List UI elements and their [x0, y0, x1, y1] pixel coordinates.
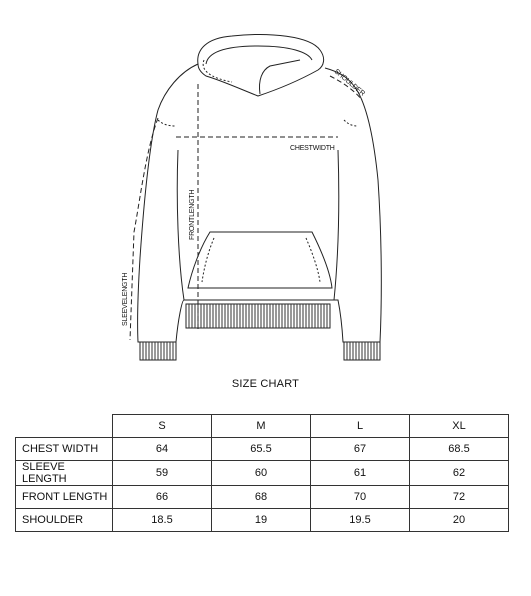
row-label: SHOULDER	[16, 509, 113, 532]
ribbed-hem	[186, 304, 330, 328]
table-row	[16, 486, 509, 509]
size-header: XL	[410, 415, 509, 438]
table-cell: 62	[410, 461, 509, 486]
table-header-row	[16, 415, 509, 438]
hood-outline	[198, 35, 324, 96]
shoulder-label: SHOULDER	[332, 68, 366, 98]
sleeve-length-label: SLEEVELENGTH	[122, 272, 129, 326]
right-cuff	[344, 342, 380, 360]
left-cuff	[140, 342, 176, 360]
table-cell: 20	[410, 509, 509, 532]
hoodie-body-outline	[138, 64, 382, 342]
kangaroo-pocket	[188, 232, 332, 288]
table-cell: 65.5	[212, 438, 311, 461]
table-cell: 66	[113, 486, 212, 509]
table-corner-cell	[16, 415, 113, 438]
table-cell: 18.5	[113, 509, 212, 532]
row-label: FRONT LENGTH	[16, 486, 113, 509]
front-length-label: FRONTLENGTH	[189, 189, 196, 240]
table-row	[16, 438, 509, 461]
table-cell: 61	[311, 461, 410, 486]
size-header: L	[311, 415, 410, 438]
table-cell: 68	[212, 486, 311, 509]
row-label: CHEST WIDTH	[16, 438, 113, 461]
chest-width-label: CHESTWIDTH	[290, 145, 335, 152]
size-chart-title: SIZE CHART	[231, 378, 300, 390]
table-cell: 19.5	[311, 509, 410, 532]
table-cell: 67	[311, 438, 410, 461]
table-cell: 72	[410, 486, 509, 509]
table-cell: 70	[311, 486, 410, 509]
size-chart-table	[15, 414, 509, 532]
table-cell: 60	[212, 461, 311, 486]
table-cell: 64	[113, 438, 212, 461]
table-row	[16, 461, 509, 486]
sleeve-length-line	[130, 118, 158, 340]
size-header: S	[113, 415, 212, 438]
row-label: SLEEVE LENGTH	[16, 461, 113, 486]
table-cell: 68.5	[410, 438, 509, 461]
table-cell: 59	[113, 461, 212, 486]
table-cell: 19	[212, 509, 311, 532]
table-row	[16, 509, 509, 532]
size-header: M	[212, 415, 311, 438]
